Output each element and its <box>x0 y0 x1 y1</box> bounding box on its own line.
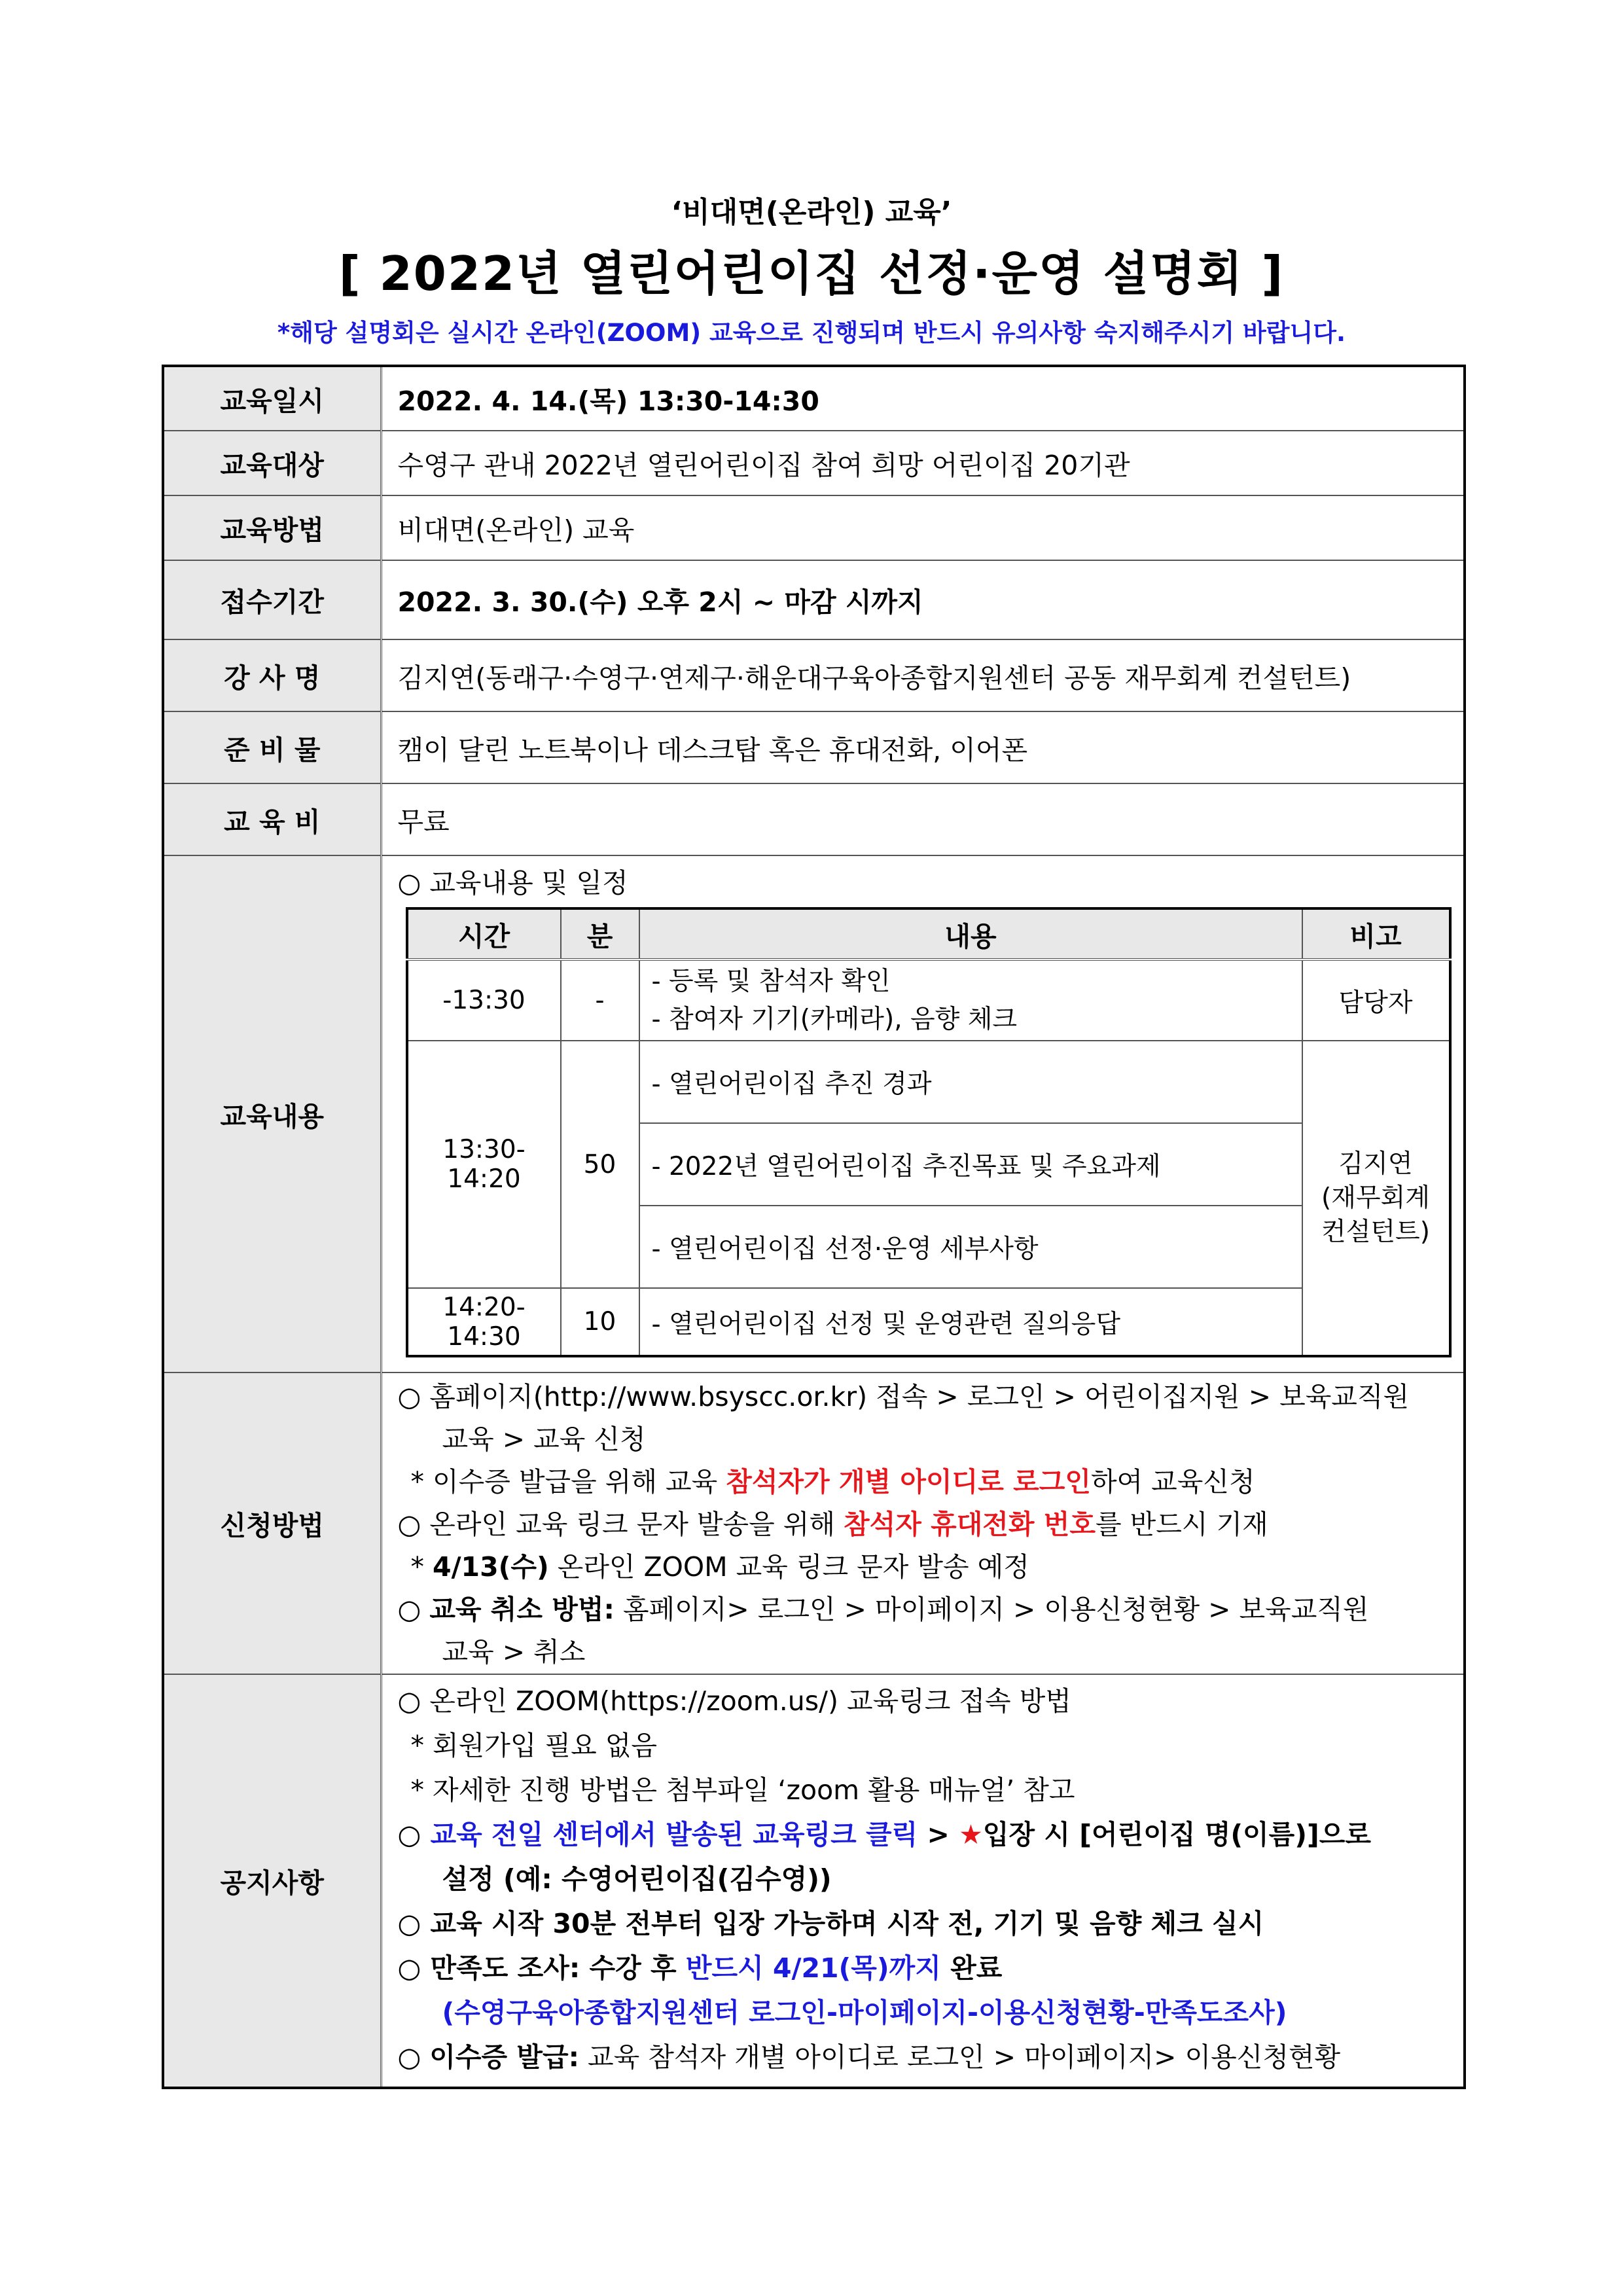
notice-line: ○ 만족도 조사: 수강 후 반드시 4/21(목)까지 완료 <box>397 1952 1003 1984</box>
sched-header-note: 비고 <box>1302 908 1450 960</box>
notice-line: * 회원가입 필요 없음 <box>410 1730 657 1761</box>
apply-line: ○ 교육 취소 방법: 홈페이지> 로그인 > 마이페이지 > 이용신청현황 > 보육교직원 <box>397 1594 1369 1625</box>
apply-line: ○ 온라인 교육 링크 문자 발송을 위해 참석자 휴대전화 번호를 반드시 기재 <box>397 1509 1268 1540</box>
sched-header-content: 내용 <box>639 908 1302 960</box>
value-lecturer: 김지연(동래구·수영구·연제구·해운대구육아종합지원센터 공동 재무회계 컨설턴트) <box>381 639 1465 711</box>
sched-header-min: 분 <box>561 908 639 960</box>
sched-item: - 열린어린이집 선정·운영 세부사항 <box>639 1206 1302 1288</box>
label-apply: 신청방법 <box>163 1372 381 1674</box>
row-period <box>163 560 1465 639</box>
sched-item: - 2022년 열린어린이집 추진목표 및 주요과제 <box>639 1123 1302 1206</box>
sched-note: 담당자 <box>1302 960 1450 1041</box>
value-period: 2022. 3. 30.(수) 오후 2시 ~ 마감 시까지 <box>381 560 1465 639</box>
sched-time: 14:20-14:30 <box>407 1288 561 1356</box>
sched-min: 50 <box>561 1041 639 1288</box>
row-lecturer <box>163 639 1465 711</box>
note-line: (재무회계 <box>1321 1183 1430 1213</box>
apply-line: 교육 > 교육 신청 <box>442 1424 646 1455</box>
row-method <box>163 495 1465 560</box>
sched-row <box>407 1041 1450 1123</box>
notice-line: ○ 온라인 ZOOM(https://zoom.us/) 교육링크 접속 방법 <box>397 1685 1071 1717</box>
label-content: 교육내용 <box>163 855 381 1372</box>
value-notice <box>381 1674 1465 2088</box>
sched-item: - 열린어린이집 선정 및 운영관련 질의응답 <box>639 1288 1302 1356</box>
row-notice <box>163 1674 1465 2088</box>
row-fee <box>163 783 1465 855</box>
sched-time: 13:30-14:20 <box>407 1041 561 1288</box>
label-target: 교육대상 <box>163 431 381 495</box>
apply-line: 교육 > 취소 <box>442 1636 586 1668</box>
value-target: 수영구 관내 2022년 열린어린이집 참여 희망 어린이집 20기관 <box>381 431 1465 495</box>
value-apply <box>381 1372 1465 1674</box>
row-supplies <box>163 711 1465 783</box>
apply-line: * 4/13(수) 온라인 ZOOM 교육 링크 문자 발송 예정 <box>410 1551 1029 1583</box>
sched-item: - 등록 및 참석자 확인 <box>651 966 891 996</box>
sched-content <box>639 960 1302 1041</box>
value-method: 비대면(온라인) 교육 <box>381 495 1465 560</box>
sched-note-lecturer <box>1302 1041 1450 1356</box>
label-supplies: 준 비 물 <box>163 711 381 783</box>
sched-item: - 참여자 기기(카메라), 음향 체크 <box>651 1004 1018 1034</box>
document-subtitle: ‘비대면(온라인) 교육’ <box>671 196 952 229</box>
row-content <box>163 855 1465 1372</box>
info-table <box>162 365 1466 2089</box>
label-fee: 교 육 비 <box>163 783 381 855</box>
sched-header-time: 시간 <box>407 908 561 960</box>
star-icon: ★ <box>959 1819 983 1850</box>
sched-time: -13:30 <box>407 960 561 1041</box>
apply-line: * 이수증 발급을 위해 교육 참석자가 개별 아이디로 로그인하여 교육신청 <box>410 1466 1255 1498</box>
sched-min: 10 <box>561 1288 639 1356</box>
value-content <box>381 855 1465 1372</box>
notice-line: 설정 (예: 수영어린이집(김수영)) <box>442 1863 832 1895</box>
notice-line: ○ 교육 전일 센터에서 발송된 교육링크 클릭 > ★입장 시 [어린이집 명(이름)]으로 <box>397 1819 1371 1850</box>
notice-line: ○ 교육 시작 30분 전부터 입장 가능하며 시작 전, 기기 및 음향 체크 실시 <box>397 1908 1264 1939</box>
notice-line: ○ 이수증 발급: 교육 참석자 개별 아이디로 로그인 > 마이페이지> 이용신청현황 <box>397 2041 1341 2073</box>
label-method: 교육방법 <box>163 495 381 560</box>
content-intro: ○ 교육내용 및 일정 <box>397 867 628 899</box>
notice-line: * 자세한 진행 방법은 첨부파일 ‘zoom 활용 매뉴얼’ 참고 <box>410 1774 1075 1806</box>
schedule-table <box>406 907 1452 1357</box>
label-date: 교육일시 <box>163 366 381 431</box>
sched-row <box>407 960 1450 1041</box>
label-period: 접수기간 <box>163 560 381 639</box>
apply-line: ○ 홈페이지(http://www.bsyscc.or.kr) 접속 > 로그인 > 어린이집지원 > 보육교직원 <box>397 1381 1410 1412</box>
sched-item: - 열린어린이집 추진 경과 <box>639 1041 1302 1123</box>
row-target <box>163 431 1465 495</box>
row-date <box>163 366 1465 431</box>
note-line: 김지연 <box>1338 1149 1413 1179</box>
row-apply <box>163 1372 1465 1674</box>
sched-min: - <box>561 960 639 1041</box>
notice-line: (수영구육아종합지원센터 로그인-마이페이지-이용신청현황-만족도조사) <box>442 1997 1287 2028</box>
notice-banner: *해당 설명회은 실시간 온라인(ZOOM) 교육으로 진행되며 반드시 유의사항 숙지해주시기 바랍니다. <box>277 319 1346 347</box>
label-notice: 공지사항 <box>163 1674 381 2088</box>
label-lecturer: 강 사 명 <box>163 639 381 711</box>
document-title: [ 2022년 열린어린이집 선정·운영 설명회 ] <box>338 246 1285 301</box>
value-date: 2022. 4. 14.(목) 13:30-14:30 <box>381 366 1465 431</box>
sched-row <box>407 1288 1450 1356</box>
value-supplies: 캠이 달린 노트북이나 데스크탑 혹은 휴대전화, 이어폰 <box>381 711 1465 783</box>
value-fee: 무료 <box>381 783 1465 855</box>
note-line: 컨설턴트) <box>1321 1217 1430 1247</box>
